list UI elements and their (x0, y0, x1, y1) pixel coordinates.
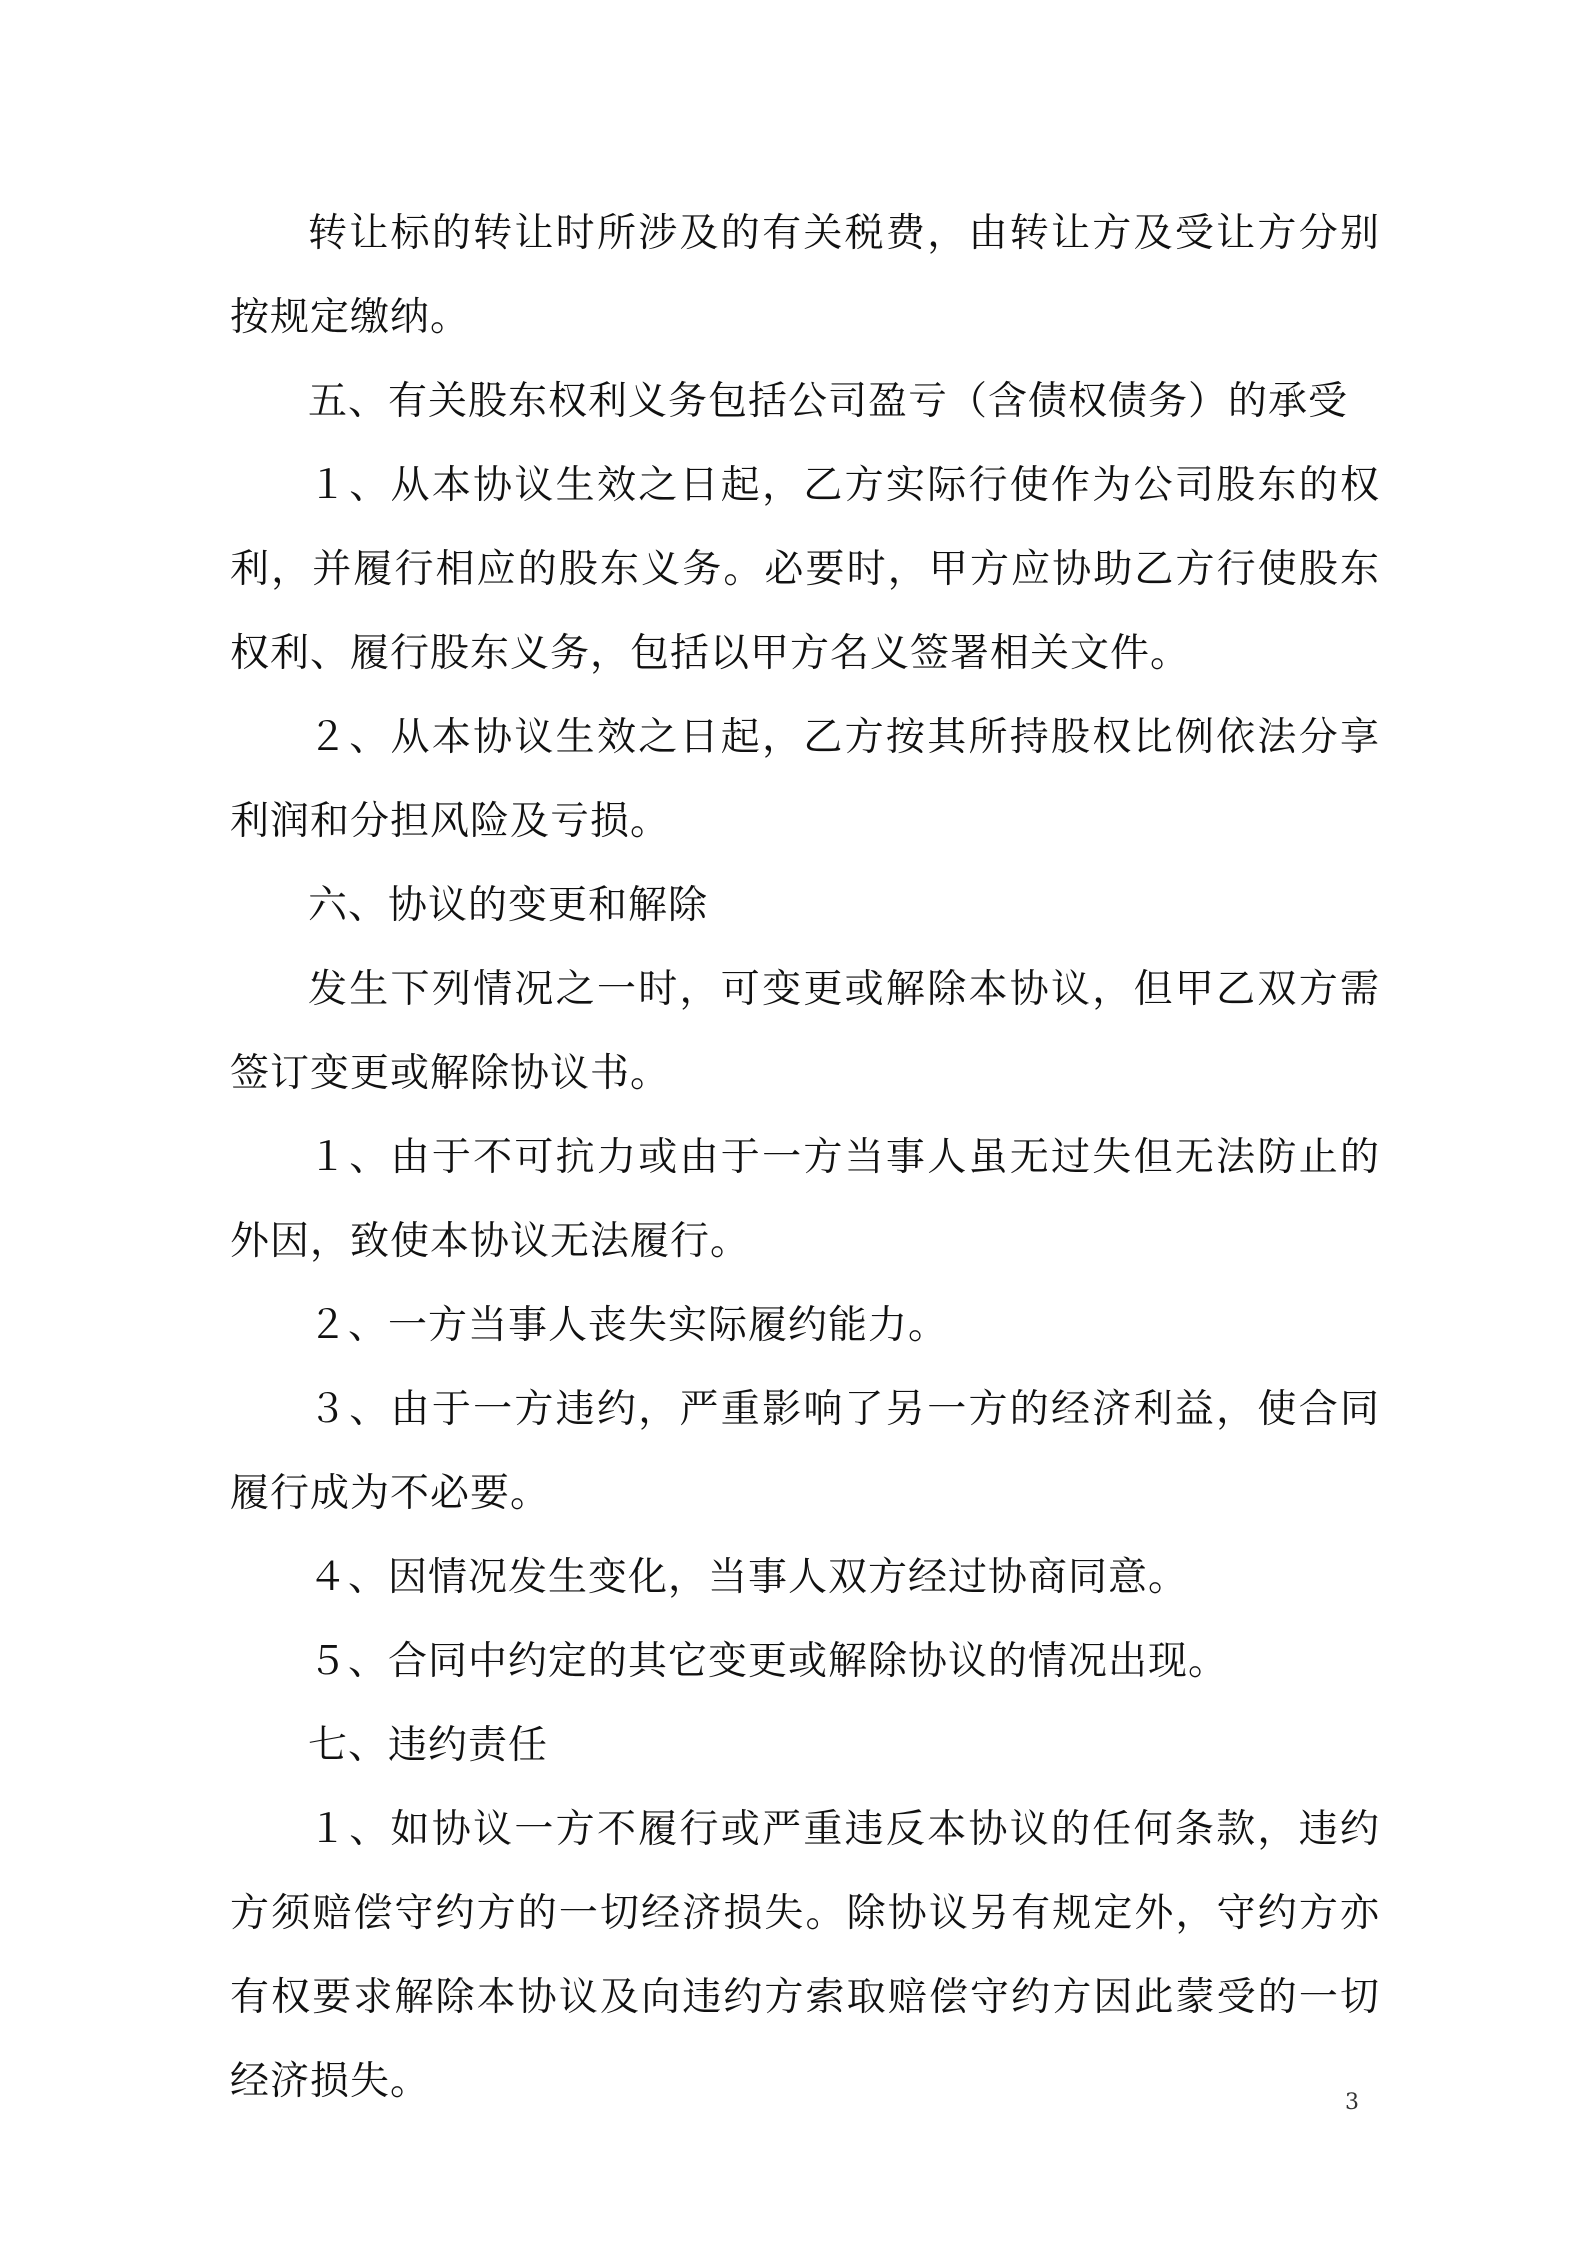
heading-section-7: 七、违约责任 (308, 1723, 549, 1768)
paragraph-6-1: １、由于不可抗力或由于一方当事人虽无过失但无法防止的外因，致使本协议无法履行。 (230, 1135, 1380, 1264)
paragraph-6-2: ２、一方当事人丧失实际履约能力。 (308, 1303, 949, 1348)
paragraph-6-3: ３、由于一方违约，严重影响了另一方的经济利益，使合同履行成为不必要。 (230, 1387, 1380, 1516)
paragraph-5-1: １、从本协议生效之日起，乙方实际行使作为公司股东的权利，并履行相应的股东义务。必要时，甲方应协助乙方行使股东权利、履行股东义务，包括以甲方名义签署相关文件。 (230, 463, 1380, 676)
paragraph-tax-fees: 转让标的转让时所涉及的有关税费，由转让方及受让方分别按规定缴纳。 (230, 211, 1380, 340)
paragraph-6-intro: 发生下列情况之一时，可变更或解除本协议，但甲乙双方需签订变更或解除协议书。 (230, 967, 1380, 1096)
heading-section-5: 五、有关股东权利义务包括公司盈亏（含债权债务）的承受 (308, 379, 1349, 424)
paragraph-6-5: ５、合同中约定的其它变更或解除协议的情况出现。 (308, 1639, 1229, 1684)
paragraph-6-4: ４、因情况发生变化，当事人双方经过协商同意。 (308, 1555, 1189, 1600)
paragraph-5-2: ２、从本协议生效之日起，乙方按其所持股权比例依法分享利润和分担风险及亏损。 (230, 715, 1380, 844)
paragraph-7-1: １、如协议一方不履行或严重违反本协议的任何条款，违约方须赔偿守约方的一切经济损失。除协议另有规定外，守约方亦有权要求解除本协议及向违约方索取赔偿守约方因此蒙受的一切经济损失。 (230, 1807, 1380, 2104)
page-number: 3 (1345, 2090, 1359, 2115)
document-body (230, 192, 1380, 2124)
heading-section-6: 六、协议的变更和解除 (308, 883, 709, 928)
